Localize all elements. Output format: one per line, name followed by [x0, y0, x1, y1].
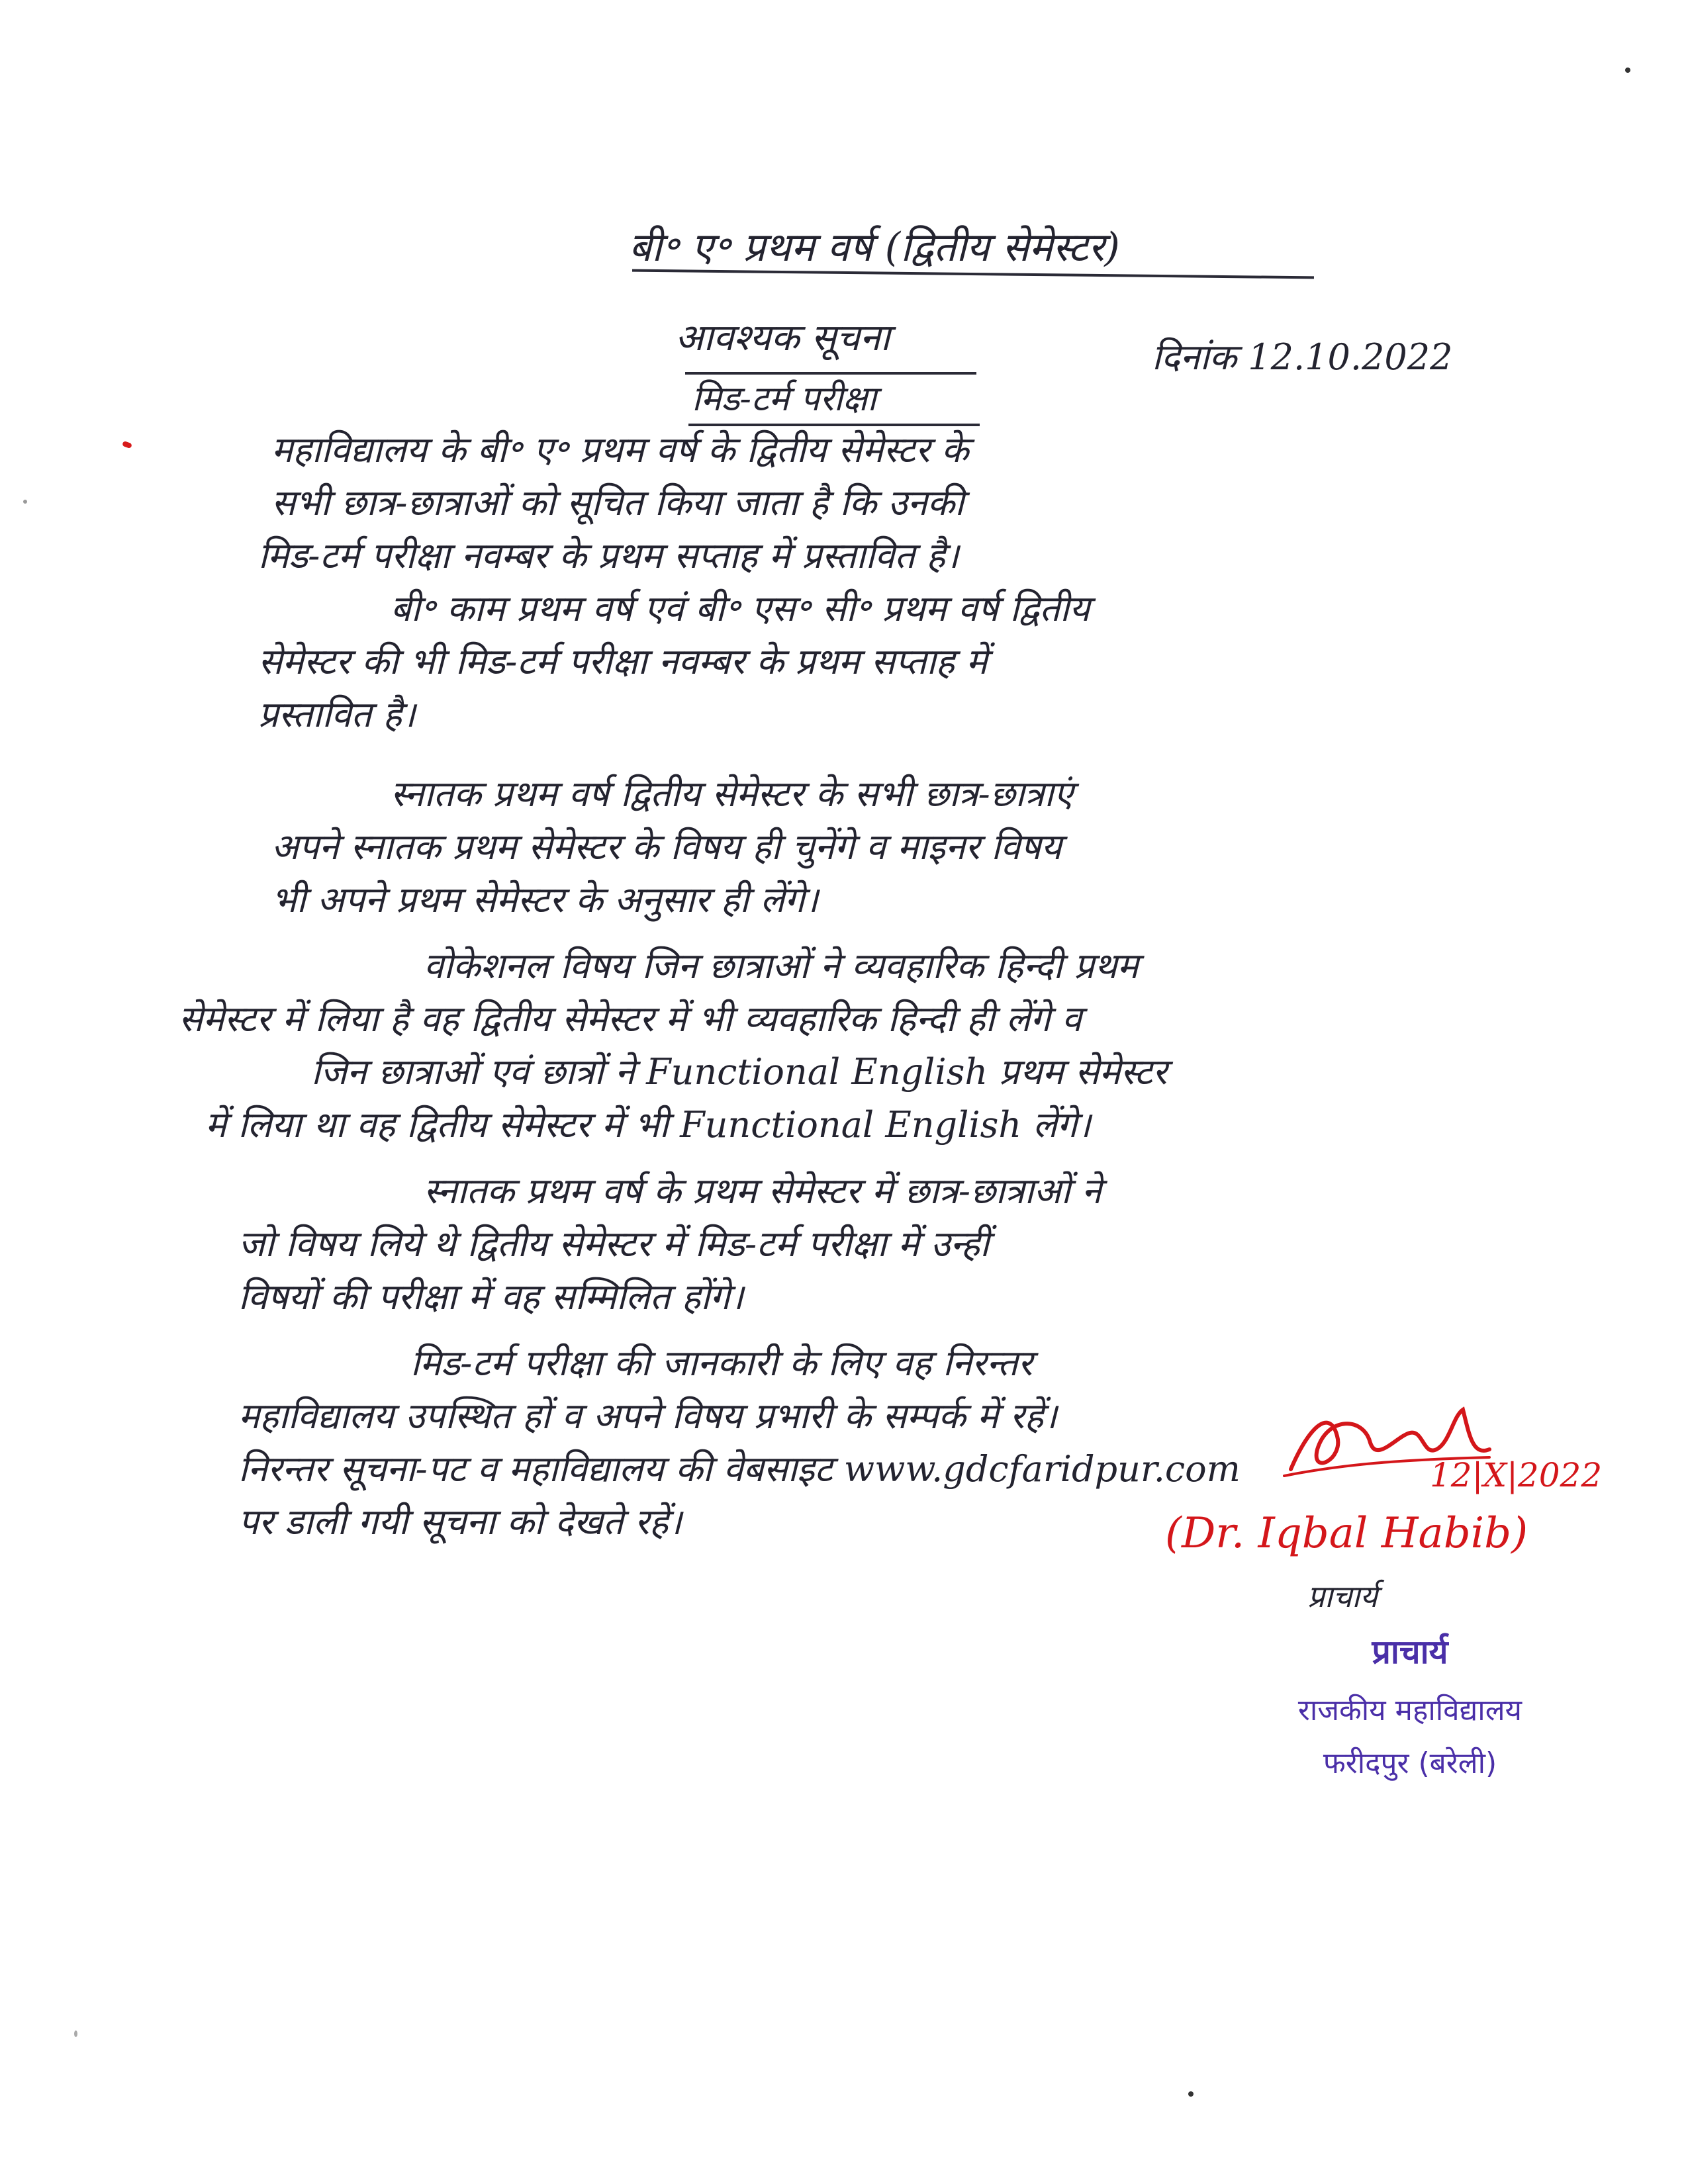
body-line: भी अपने प्रथम सेमेस्टर के अनुसार ही लेंगे।	[271, 879, 819, 921]
speck	[1625, 68, 1630, 73]
signature-name-text: Dr. Iqbal Habib	[1181, 1509, 1512, 1558]
signature-date: 12|X|2022	[1430, 1456, 1603, 1494]
principal-handwritten: प्राचार्य	[1307, 1578, 1378, 1614]
body-line: अपने स्नातक प्रथम सेमेस्टर के विषय ही चुनेंगे व माइनर विषय	[271, 826, 1062, 868]
body-line: सेमेस्टर की भी मिड-टर्म परीक्षा नवम्बर के प्रथम सप्ताह में	[258, 641, 988, 682]
red-mark	[122, 441, 132, 449]
body-line: महाविद्यालय उपस्थित हों व अपने विषय प्रभारी के सम्पर्क में रहें।	[238, 1395, 1057, 1437]
body-line: सभी छात्र-छात्राओं को सूचित किया जाता है कि उनकी	[271, 482, 964, 523]
body-line: जिन छात्राओं एवं छात्रों ने Functional English प्रथम सेमेस्टर	[311, 1051, 1168, 1093]
signature-block	[1152, 1396, 1628, 1595]
body-line: सेमेस्टर में लिया है वह द्वितीय सेमेस्टर में भी व्यवहारिक हिन्दी ही लेंगे व	[179, 998, 1082, 1040]
body-line: पर डाली गयी सूचना को देखते रहें।	[238, 1501, 682, 1543]
speck	[23, 500, 27, 504]
stamp-title: प्राचार्य	[1372, 1633, 1448, 1671]
body-line: मिड-टर्म परीक्षा नवम्बर के प्रथम सप्ताह में प्रस्तावित है।	[258, 535, 959, 576]
body-line: में लिया था वह द्वितीय सेमेस्टर में भी Functional English लेंगे।	[205, 1104, 1091, 1146]
speck	[1188, 2091, 1194, 2097]
body-line: बी॰ काम प्रथम वर्ष एवं बी॰ एस॰ सी॰ प्रथम वर्ष द्वितीय	[391, 588, 1090, 629]
body-line: स्नातक प्रथम वर्ष के प्रथम सेमेस्टर में छात्र-छात्राओं ने	[424, 1170, 1102, 1212]
speck	[74, 2030, 77, 2037]
body-line: प्रस्तावित है।	[258, 694, 416, 735]
stamp-location: फरीदपुर (बरेली)	[1323, 1747, 1497, 1780]
notice-date: दिनांक 12.10.2022	[1152, 336, 1453, 378]
body-line: जो विषय लिये थे द्वितीय सेमेस्टर में मिड-टर्म परीक्षा में उन्हीं	[238, 1223, 990, 1265]
body-line: महाविद्यालय के बी॰ ए॰ प्रथम वर्ष के द्वितीय सेमेस्टर के	[271, 429, 969, 471]
signature-name: (Dr. Iqbal Habib)	[1165, 1509, 1528, 1558]
body-line: मिड-टर्म परीक्षा की जानकारी के लिए वह निरन्तर	[410, 1342, 1033, 1384]
notice-heading: बी॰ ए॰ प्रथम वर्ष (द्वितीय सेमेस्टर)	[629, 224, 1120, 271]
body-line: स्नातक प्रथम वर्ष द्वितीय सेमेस्टर के सभी छात्र-छात्राएं	[391, 773, 1074, 815]
notice-subheading: आवश्यक सूचना	[675, 316, 890, 359]
official-stamp	[1225, 1628, 1595, 1782]
body-line: विषयों की परीक्षा में वह सम्मिलित होंगे।	[238, 1276, 744, 1318]
stamp-college: राजकीय महाविद्यालय	[1297, 1694, 1523, 1727]
body-line: निरन्तर सूचना-पट व महाविद्यालय की वेबसाइट www.gdcfaridpur.com	[238, 1448, 1241, 1490]
notice-subheading-exam: मिड-टर्म परीक्षा	[692, 379, 876, 419]
body-line: वोकेशनल विषय जिन छात्राओं ने व्यवहारिक हिन्दी प्रथम	[424, 945, 1139, 987]
